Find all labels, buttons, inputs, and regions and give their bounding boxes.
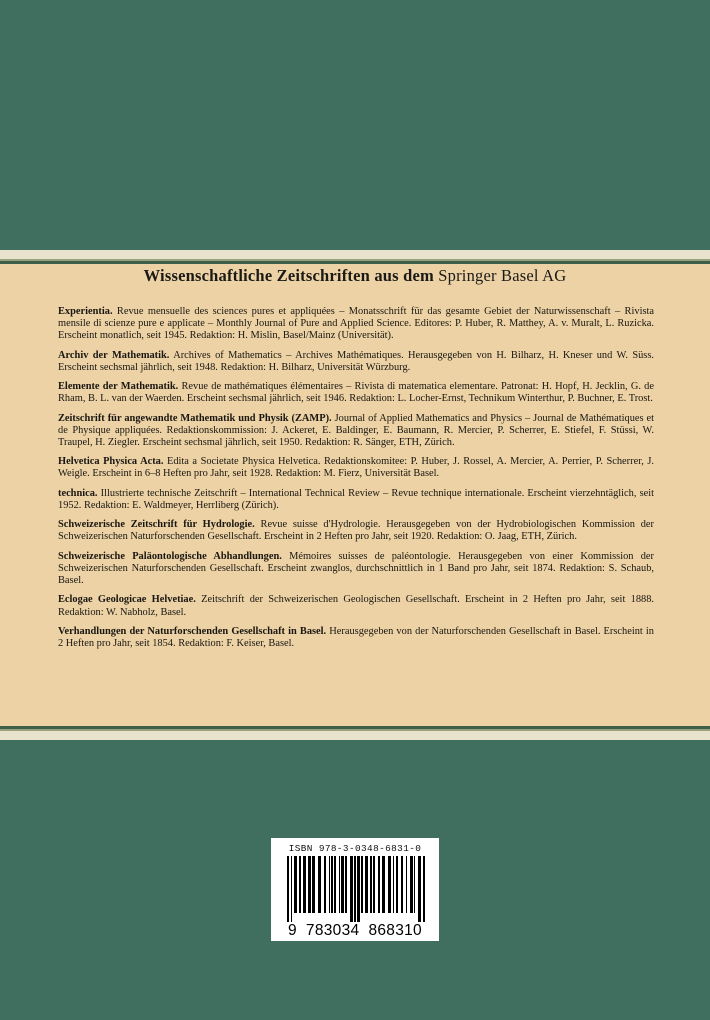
- journal-title: Zeitschrift für angewandte Mathematik und Physik (ZAMP).: [58, 412, 332, 424]
- journal-entry: [58, 456, 654, 480]
- barcode-digit-first: 9: [288, 922, 297, 939]
- journal-description: Zeitschrift der Schweizerischen Geologischen Gesellschaft. Erscheint in 2 Heften pro Jahr, seit 1888. Redaktion: W. Nabholz, Basel.: [58, 594, 655, 618]
- journal-description: Revue mensuelle des sciences pures et appliquées – Monatsschrift für das gesamte Gebiet der Naturwissenschaft – Rivista mensile di scienze pure e applicate – Monthly Journal of Pure and Applied Science. Editores: P. Huber, R. Matthey, A. v. Muralt, L. Ruzicka. Erscheint monatlich, seit 1945. Redaktion: H. Mislin, Basel/Mainz (Universität).: [58, 306, 654, 342]
- barcode-bar: [345, 856, 347, 913]
- bottom-rule-group: [0, 726, 710, 740]
- journal-title: Schweizerische Zeitschrift für Hydrologie.: [58, 519, 255, 531]
- barcode-bar: [396, 856, 398, 913]
- barcode-bar: [339, 856, 340, 913]
- barcode-bar: [361, 856, 363, 913]
- journal-entry: [58, 381, 654, 405]
- rule-cream-bottom: [0, 731, 710, 740]
- journal-entry: [58, 350, 654, 374]
- barcode-bar: [370, 856, 372, 913]
- journal-title: Schweizerische Paläontologische Abhandlungen.: [58, 550, 282, 562]
- journal-description: Edita a Societate Physica Helvetica. Redaktionskomitee: P. Huber, J. Rossel, A. Mercier, A. Perrier, P. Scherrer, J. Weigle. Erscheint in 6–8 Heften pro Jahr, seit 1928. Redaktion: M. Fierz, Universität Basel.: [58, 456, 654, 480]
- barcode-bar: [418, 856, 421, 930]
- barcode-bar: [406, 856, 407, 913]
- barcode-digit-right-group: 868310: [368, 922, 422, 939]
- barcode-bar: [303, 856, 306, 913]
- barcode-bar: [378, 856, 380, 913]
- journal-description: Revue de mathématiques élémentaires – Rivista di matematica elementare. Patronat: H. Hopf, H. Jecklin, G. de Rham, B. L. van der Waerden. Erscheint sechsmal jährlich, seit 1946. Redaktion: L. Locher-Ernst, Technikum Winterthur, P. Buchner, E. Trost.: [58, 381, 654, 405]
- barcode-bar: [365, 856, 368, 913]
- barcode-bar: [287, 856, 289, 930]
- barcode-bar: [294, 856, 297, 913]
- journal-entry: [58, 594, 654, 618]
- headline-bold-text: Wissenschaftliche Zeitschriften aus dem: [143, 266, 434, 285]
- barcode-digit-left-group: 783034: [305, 922, 360, 939]
- barcode-bar: [357, 856, 360, 930]
- journal-entry: [58, 626, 654, 650]
- journal-description: Revue suisse d'Hydrologie. Herausgegeben von der Hydrobiologischen Kommission der Schweizerischen Naturforschenden Gesellschaft. Erscheint in 2 Heften pro Jahr, seit 1920. Redaktion: O. Jaag, ETH, Zürich.: [58, 519, 654, 543]
- barcode-bar: [423, 856, 425, 930]
- journal-entry: [58, 488, 654, 512]
- panel-headline: [0, 266, 710, 286]
- journal-title: technica.: [58, 487, 98, 499]
- journal-title: Experientia.: [58, 306, 113, 317]
- journal-title: Eclogae Geologicae Helvetiae.: [58, 594, 196, 606]
- journal-description: Archives of Mathematics – Archives Mathématiques. Herausgegeben von H. Bilharz, H. Kneser und W. Süss. Erscheint sechsmal jährlich, seit 1948. Redaktion: H. Bilharz, Universität Würzburg.: [58, 349, 654, 373]
- barcode-bar: [312, 856, 315, 913]
- isbn-barcode: [271, 838, 439, 941]
- barcode-bar: [299, 856, 301, 913]
- barcode-bar: [393, 856, 394, 913]
- journal-title: Helvetica Physica Acta.: [58, 456, 164, 468]
- top-rule-group: [0, 250, 710, 264]
- journal-title: Verhandlungen der Naturforschenden Gesellschaft in Basel.: [58, 625, 327, 637]
- journal-description: Mémoires suisses de paléontologie. Herausgegeben von einer Kommission der Schweizerischen Naturforschenden Gesellschaft. Erscheint zwanglos, durchschnittlich in 1 Band pro Jahr, seit 1874. Redaktion: S. Schaub, Basel.: [58, 550, 655, 587]
- isbn-number-label: ISBN 978-3-0348-6831-0: [288, 843, 422, 854]
- barcode-bar: [414, 856, 415, 913]
- barcode-bar: [410, 856, 413, 913]
- journal-entry: [58, 413, 654, 449]
- journal-list: [58, 306, 654, 650]
- journal-entry: [58, 551, 654, 587]
- barcode-bar: [401, 856, 403, 913]
- rule-cream-top: [0, 250, 710, 259]
- barcode-bar: [382, 856, 385, 913]
- barcode-bar: [331, 856, 333, 913]
- journal-title: Archiv der Mathematik.: [58, 349, 170, 361]
- journal-description: Herausgegeben von der Naturforschenden Gesellschaft in Basel. Erscheint in 2 Heften pro Jahr, seit 1854. Redaktion: F. Keiser, Basel.: [58, 625, 654, 650]
- barcode-bar: [388, 856, 391, 913]
- barcode-bar: [341, 856, 344, 913]
- journal-entry: [58, 306, 654, 342]
- barcode-bar: [329, 856, 330, 913]
- barcode-bar: [350, 856, 353, 930]
- journal-description: Illustrierte technische Zeitschrift – International Technical Review – Revue technique internationale. Erscheint vierzehntäglich, seit 1952. Redaktion: E. Waldmeyer, Herrliberg (Zürich).: [58, 487, 654, 511]
- barcode-bar: [373, 856, 375, 913]
- barcode-digit-row: [277, 922, 433, 939]
- journal-entry: [58, 519, 654, 543]
- barcode-bar: [308, 856, 311, 913]
- barcode-bar: [334, 856, 336, 913]
- barcode-bar: [324, 856, 326, 913]
- barcode-bar: [318, 856, 321, 913]
- journal-description: Journal of Applied Mathematics and Physics – Journal de Mathématiques et de Physique appliquées. Redaktionskommission: J. Ackeret, E. Baldinger, E. Baumann, R. Mercier, P. Scherrer, E. Stiefel, F. Stüssi, W. Traupel, H. Ziegler. Erscheint sechsmal jährlich, seit 1950. Redaktion: R. Sänger, ETH, Zürich.: [58, 412, 655, 448]
- barcode-bar: [354, 856, 356, 930]
- barcode-bar: [291, 856, 292, 930]
- journal-title: Elemente der Mathematik.: [58, 381, 179, 393]
- headline-publisher-text: Springer Basel AG: [438, 266, 567, 285]
